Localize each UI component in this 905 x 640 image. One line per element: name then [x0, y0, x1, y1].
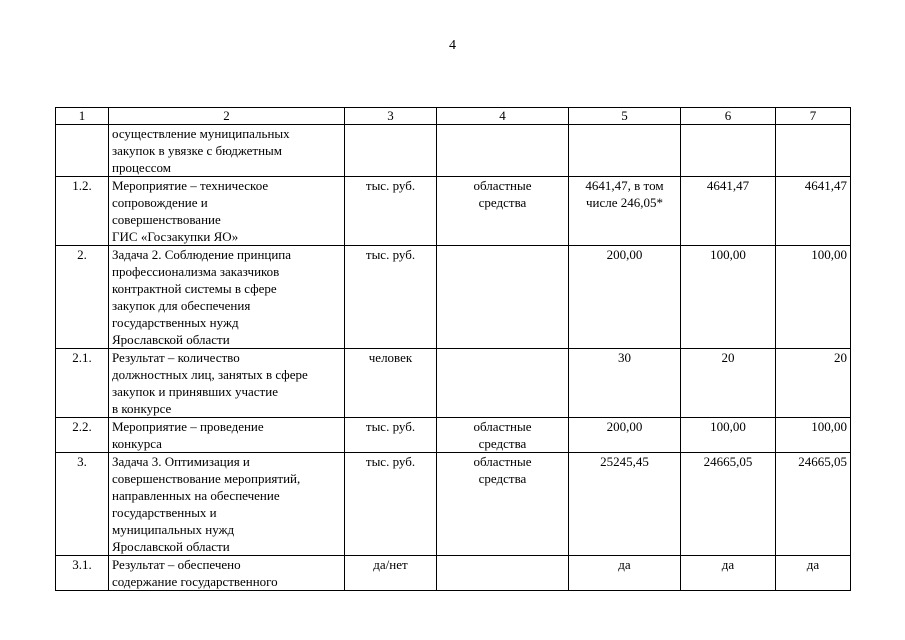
row-description: Мероприятие – техническое сопровождение и совершенствование ГИС «Госзакупки ЯО»: [109, 177, 345, 246]
row-value-6: 100,00: [681, 418, 776, 453]
column-header: 4: [437, 108, 569, 125]
row-number: 3.: [56, 453, 109, 556]
program-table: [55, 107, 851, 591]
row-value-7: 20: [776, 349, 851, 418]
table-row: [56, 177, 851, 246]
table-row: [56, 125, 851, 177]
row-description: Задача 2. Соблюдение принципа профессионализма заказчиков контрактной системы в сфере закупок для обеспечения государственных нужд Ярославской области: [109, 246, 345, 349]
row-value-7: 24665,05: [776, 453, 851, 556]
table-row: [56, 349, 851, 418]
row-value-6: да: [681, 556, 776, 591]
row-value-5: да: [569, 556, 681, 591]
row-unit: тыс. руб.: [345, 246, 437, 349]
row-unit: да/нет: [345, 556, 437, 591]
row-description: Результат – обеспечено содержание государственного: [109, 556, 345, 591]
table-row: [56, 453, 851, 556]
column-header: 1: [56, 108, 109, 125]
row-source: [437, 349, 569, 418]
row-value-5: 200,00: [569, 246, 681, 349]
row-number: 1.2.: [56, 177, 109, 246]
row-source: областные средства: [437, 177, 569, 246]
table-row: [56, 246, 851, 349]
table-row: [56, 418, 851, 453]
row-value-5: 25245,45: [569, 453, 681, 556]
row-source: [437, 125, 569, 177]
row-source: [437, 556, 569, 591]
row-unit: тыс. руб.: [345, 177, 437, 246]
row-value-6: 20: [681, 349, 776, 418]
row-value-5: 4641,47, в том числе 246,05*: [569, 177, 681, 246]
row-unit: [345, 125, 437, 177]
table-row: [56, 556, 851, 591]
row-description: Мероприятие – проведение конкурса: [109, 418, 345, 453]
column-header: 3: [345, 108, 437, 125]
row-description: осуществление муниципальных закупок в увязке с бюджетным процессом: [109, 125, 345, 177]
row-number: 2.2.: [56, 418, 109, 453]
row-value-7: да: [776, 556, 851, 591]
row-number: [56, 125, 109, 177]
row-value-6: 4641,47: [681, 177, 776, 246]
row-value-7: [776, 125, 851, 177]
row-number: 3.1.: [56, 556, 109, 591]
row-value-5: [569, 125, 681, 177]
row-value-7: 4641,47: [776, 177, 851, 246]
row-value-7: 100,00: [776, 418, 851, 453]
row-value-6: 100,00: [681, 246, 776, 349]
row-number: 2.1.: [56, 349, 109, 418]
row-value-5: 200,00: [569, 418, 681, 453]
row-number: 2.: [56, 246, 109, 349]
row-description: Задача 3. Оптимизация и совершенствование мероприятий, направленных на обеспечение государственных и муниципальных нужд Ярославской области: [109, 453, 345, 556]
row-value-5: 30: [569, 349, 681, 418]
row-unit: тыс. руб.: [345, 453, 437, 556]
row-source: [437, 246, 569, 349]
row-unit: человек: [345, 349, 437, 418]
column-header: 2: [109, 108, 345, 125]
column-header: 7: [776, 108, 851, 125]
row-unit: тыс. руб.: [345, 418, 437, 453]
table-header-row: [56, 108, 851, 125]
row-source: областные средства: [437, 453, 569, 556]
page-number: 4: [449, 38, 456, 53]
row-value-6: 24665,05: [681, 453, 776, 556]
row-value-7: 100,00: [776, 246, 851, 349]
row-description: Результат – количество должностных лиц, занятых в сфере закупок и принявших участие в конкурсе: [109, 349, 345, 418]
row-source: областные средства: [437, 418, 569, 453]
column-header: 5: [569, 108, 681, 125]
row-value-6: [681, 125, 776, 177]
column-header: 6: [681, 108, 776, 125]
